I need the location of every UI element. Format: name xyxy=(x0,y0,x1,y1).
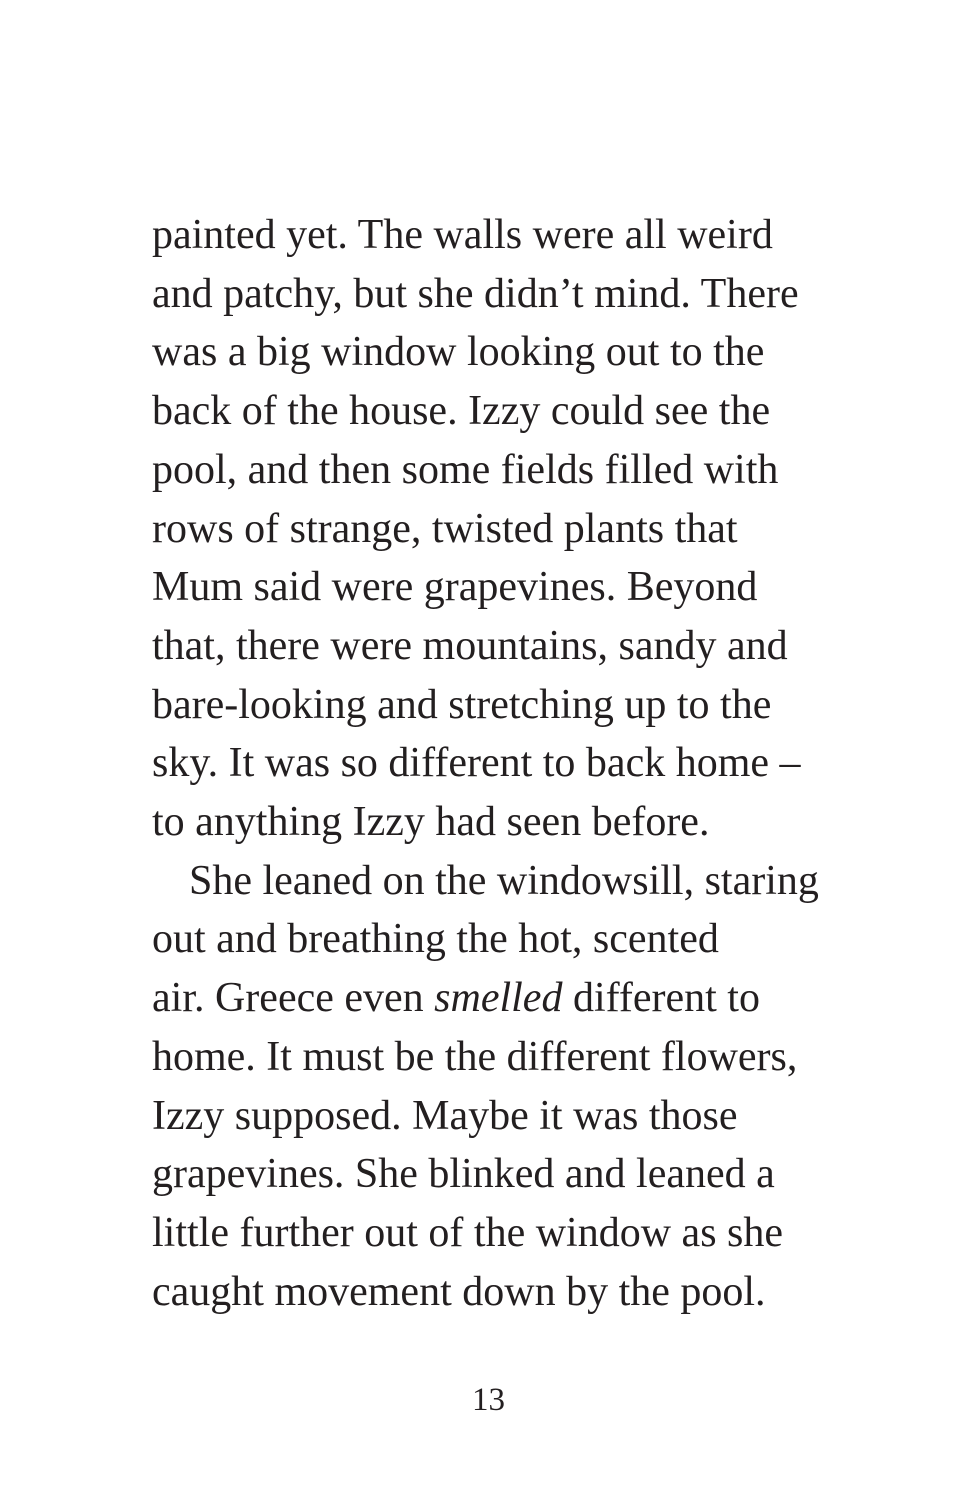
text-line: was a big window looking out to the xyxy=(152,329,765,376)
text-line: bare-looking and stretching up to the xyxy=(152,681,772,728)
text-line: pool, and then some fields filled with xyxy=(152,446,779,493)
text-line: back of the house. Izzy could see the xyxy=(152,388,771,435)
text-line: painted yet. The walls were all weird xyxy=(152,212,773,258)
text-line: grapevines. She blinked and leaned a xyxy=(152,1151,775,1198)
text-line: out and breathing the hot, scented xyxy=(152,916,719,963)
text-line: sky. It was so different to back home – xyxy=(152,740,801,787)
text-line-with-emphasis xyxy=(152,969,852,1028)
text-line: caught movement down by the pool. xyxy=(152,1268,766,1315)
text-line: rows of strange, twisted plants that xyxy=(152,505,738,552)
text-line: Izzy supposed. Maybe it was those xyxy=(152,1092,738,1139)
text-line: that, there were mountains, sandy and xyxy=(152,622,788,669)
text-line: home. It must be the different flowers, xyxy=(152,1033,798,1080)
page-number: 13 xyxy=(472,1382,505,1418)
text-line: Mum said were grapevines. Beyond xyxy=(152,564,758,611)
text-line: to anything Izzy had seen before. xyxy=(152,799,710,846)
emphasized-word: smelled xyxy=(434,975,563,1022)
text-line: and patchy, but she didn’t mind. There xyxy=(152,270,799,317)
paragraph-start-line: She leaned on the windowsill, staring xyxy=(189,857,819,904)
text-line: little further out of the window as she xyxy=(152,1209,784,1256)
text-segment: different to xyxy=(562,975,760,1022)
body-text xyxy=(152,206,852,1321)
text-segment: air. Greece even xyxy=(152,975,435,1022)
